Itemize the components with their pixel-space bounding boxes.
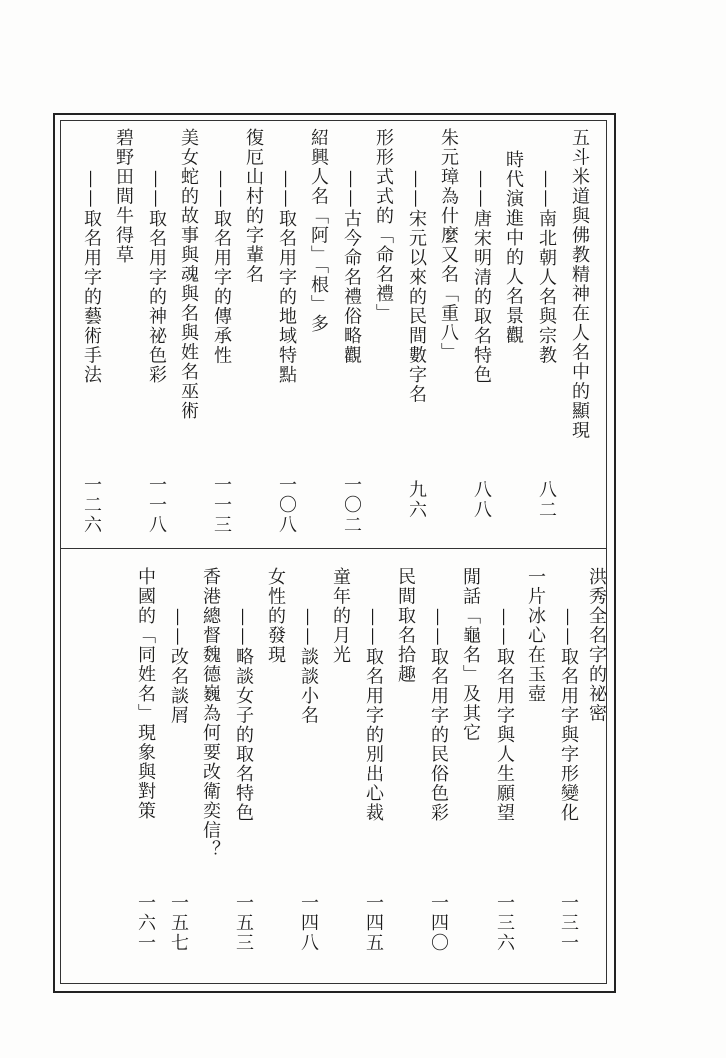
toc-page-number: 八八 [471,480,492,520]
toc-subtitle: ——取名用字的藝術手法 [81,170,102,385]
toc-title: 復厄山村的字輩名 [243,128,264,284]
toc-title: 碧野田間牛得草 [113,128,134,265]
toc-page-number: 一六一 [135,893,156,953]
toc-subtitle: ——取名用字的神祕色彩 [146,170,167,385]
toc-title: 紹興人名「阿」「根」多 [308,128,329,334]
toc-title: 時代演進中的人名景觀 [503,150,524,345]
toc-title: 中國的「同姓名」現象與對策 [135,567,156,821]
toc-page-number: 一五七 [168,893,189,953]
toc-page-number: 一四五 [363,893,384,953]
toc-page-number: 九六 [406,480,427,520]
toc-subtitle: ——宋元以來的民間數字名 [406,170,427,404]
toc-subtitle: ——取名用字的地域特點 [276,170,297,385]
toc-page-number: 一三一 [558,893,579,953]
toc-subtitle: ——談談小名 [298,608,319,725]
toc-subtitle: ——取名用字與人生願望 [494,608,515,823]
toc-title: 香港總督魏德巍為何要改衛奕信？ [200,567,221,860]
toc-page-number: 一〇八 [276,475,297,535]
toc-page-number: 一〇二 [341,475,362,535]
toc-subtitle: ——取名用字的民俗色彩 [428,608,449,823]
toc-title: 洪秀全名字的祕密 [586,567,607,723]
toc-page-number: 一四〇 [428,893,449,953]
toc-subtitle: ——改名談屑 [168,608,189,725]
toc-page-number: 八二 [536,480,557,520]
toc-title: 形形式式的「命名禮」 [373,128,394,323]
toc-title: 民間取名拾趣 [395,567,416,684]
toc-subtitle: ——取名用字的別出心裁 [363,608,384,823]
section-divider [60,548,606,549]
toc-subtitle: ——唐宋明清的取名特色 [471,170,492,385]
toc-subtitle: ——略談女子的取名特色 [233,608,254,823]
toc-page-number: 一四八 [298,893,319,953]
toc-title: 女性的發現 [265,567,286,665]
toc-page-number: 一一三 [211,475,232,535]
toc-page-number: 一五三 [233,893,254,953]
toc-title: 五斗米道與佛教精神在人名中的顯現 [569,128,590,440]
toc-title: 童年的月光 [330,567,351,665]
toc-subtitle: ——取名用字與字形變化 [558,608,579,823]
toc-title: 閒話「龜名」及其它 [460,567,481,743]
toc-title: 美女蛇的故事與魂與名與姓名巫術 [178,128,199,421]
inner-frame [60,120,607,984]
toc-subtitle: ——南北朝人名與宗教 [536,170,557,365]
toc-page-number: 一二六 [81,475,102,535]
toc-title: 朱元璋為什麼又名「重八」 [438,128,459,362]
toc-page-number: 一三六 [494,893,515,953]
toc-page-number: 一一八 [146,475,167,535]
toc-title: 一片冰心在玉壺 [525,567,546,704]
toc-subtitle: ——取名用字的傳承性 [211,170,232,365]
toc-subtitle: ——古今命名禮俗略觀 [341,170,362,365]
